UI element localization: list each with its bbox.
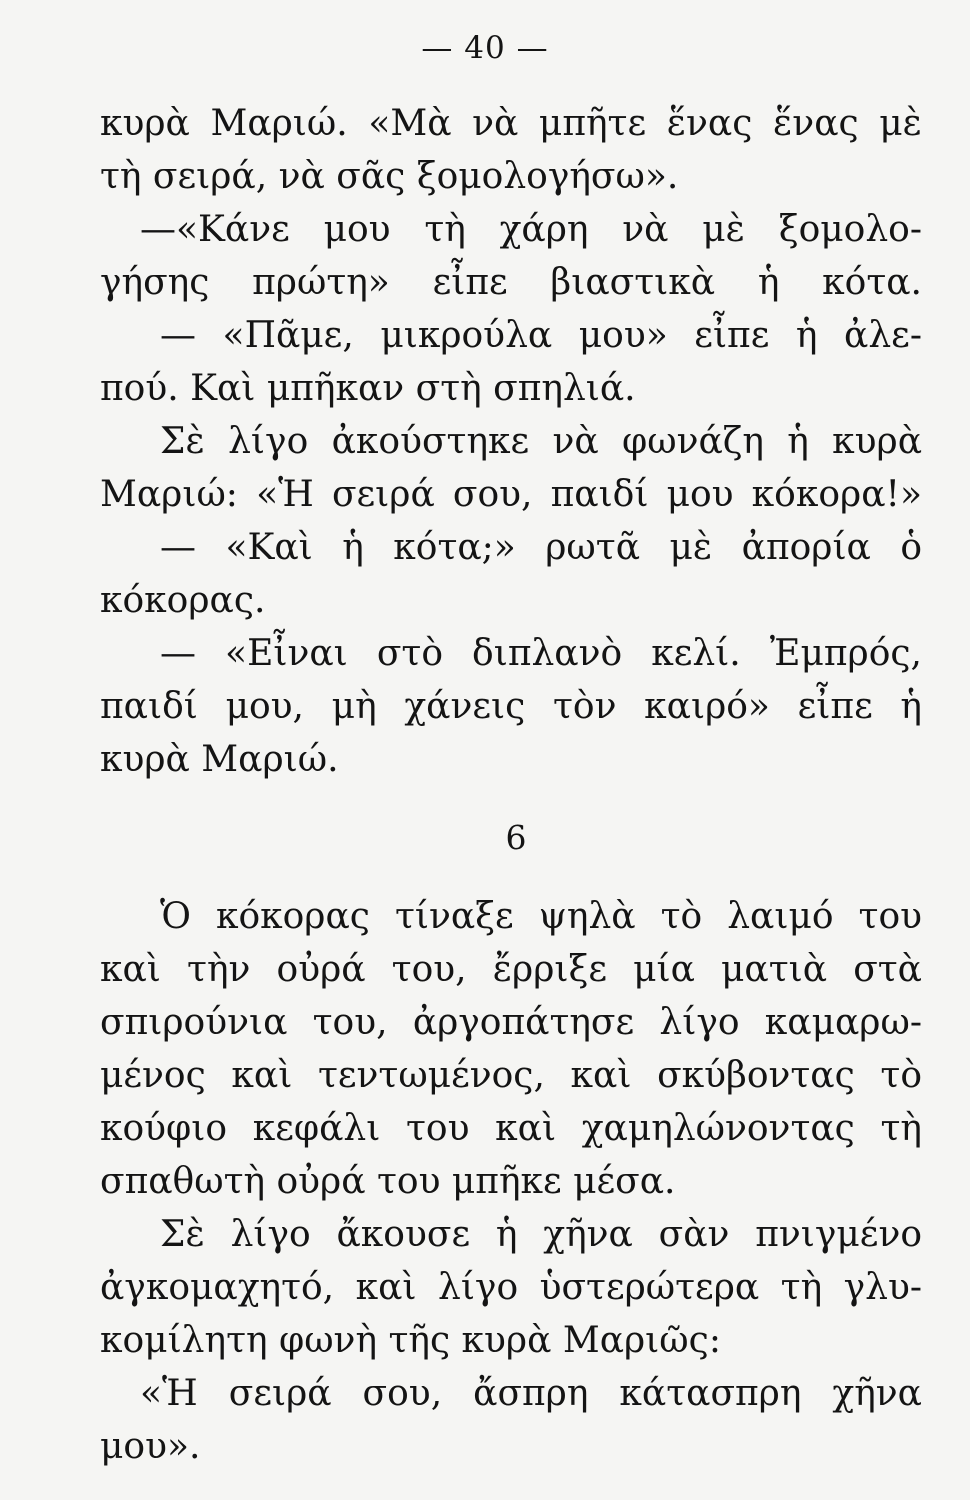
text-line: τὴ σειρά, νὰ σᾶς ξομολογήσω».	[100, 156, 679, 197]
section-number: 6	[505, 818, 527, 857]
text-line: γήσης πρώτη» εἶπε βιαστικὰ ἡ κότα.	[100, 262, 922, 303]
text-line: καὶ τὴν οὐρά του, ἔρριξε μία ματιὰ στὰ	[100, 949, 922, 990]
text-line: πού. Καὶ μπῆκαν στὴ σπηλιά.	[100, 368, 636, 409]
text-line: —«Κάνε μου τὴ χάρη νὰ μὲ ξομολο-	[140, 209, 922, 250]
page-text	[100, 97, 922, 1473]
text-line: ἀγκομαχητό, καὶ λίγο ὑστερώτερα τὴ γλυ-	[100, 1267, 922, 1308]
text-line: Σὲ λίγο ἀκούστηκε νὰ φωνάζη ἡ κυρὰ	[160, 421, 922, 462]
text-line: Σὲ λίγο ἄκουσε ἡ χῆνα σὰν πνιγμένο	[160, 1214, 922, 1255]
text-line: — «Πᾶμε, μικρούλα μου» εἶπε ἡ ἀλε-	[160, 315, 922, 356]
text-line: Ὁ κόκορας τίναξε ψηλὰ τὸ λαιμό του	[160, 896, 922, 937]
text-line: σπαθωτὴ οὐρά του μπῆκε μέσα.	[100, 1161, 676, 1202]
text-line: — «Εἶναι στὸ διπλανὸ κελί. Ἐμπρός,	[160, 633, 922, 674]
text-line: κομίλητη φωνὴ τῆς κυρὰ Μαριῶς:	[100, 1320, 721, 1361]
text-line: κυρὰ Μαριώ. «Μὰ νὰ μπῆτε ἕνας ἕνας μὲ	[100, 103, 922, 144]
text-line: κούφιο κεφάλι του καὶ χαμηλώνοντας τὴ	[100, 1108, 922, 1149]
text-line: Μαριώ: «Ἡ σειρά σου, παιδί μου κόκορα!»	[100, 474, 922, 515]
text-line: σπιρούνια του, ἀργοπάτησε λίγο καμαρω-	[100, 1002, 922, 1043]
text-line: κυρὰ Μαριώ.	[100, 739, 339, 780]
page-number: — 40 —	[421, 30, 549, 66]
text-line: μένος καὶ τεντωμένος, καὶ σκύβοντας τὸ	[100, 1055, 922, 1096]
text-line: παιδί μου, μὴ χάνεις τὸν καιρό» εἶπε ἡ	[100, 686, 922, 727]
text-line: κόκορας.	[100, 580, 266, 621]
text-line: — «Καὶ ἡ κότα;» ρωτᾶ μὲ ἀπορία ὁ	[160, 527, 922, 568]
text-line: μου».	[100, 1426, 201, 1467]
text-line: «Ἡ σειρά σου, ἄσπρη κάτασπρη χῆνα	[140, 1373, 922, 1414]
